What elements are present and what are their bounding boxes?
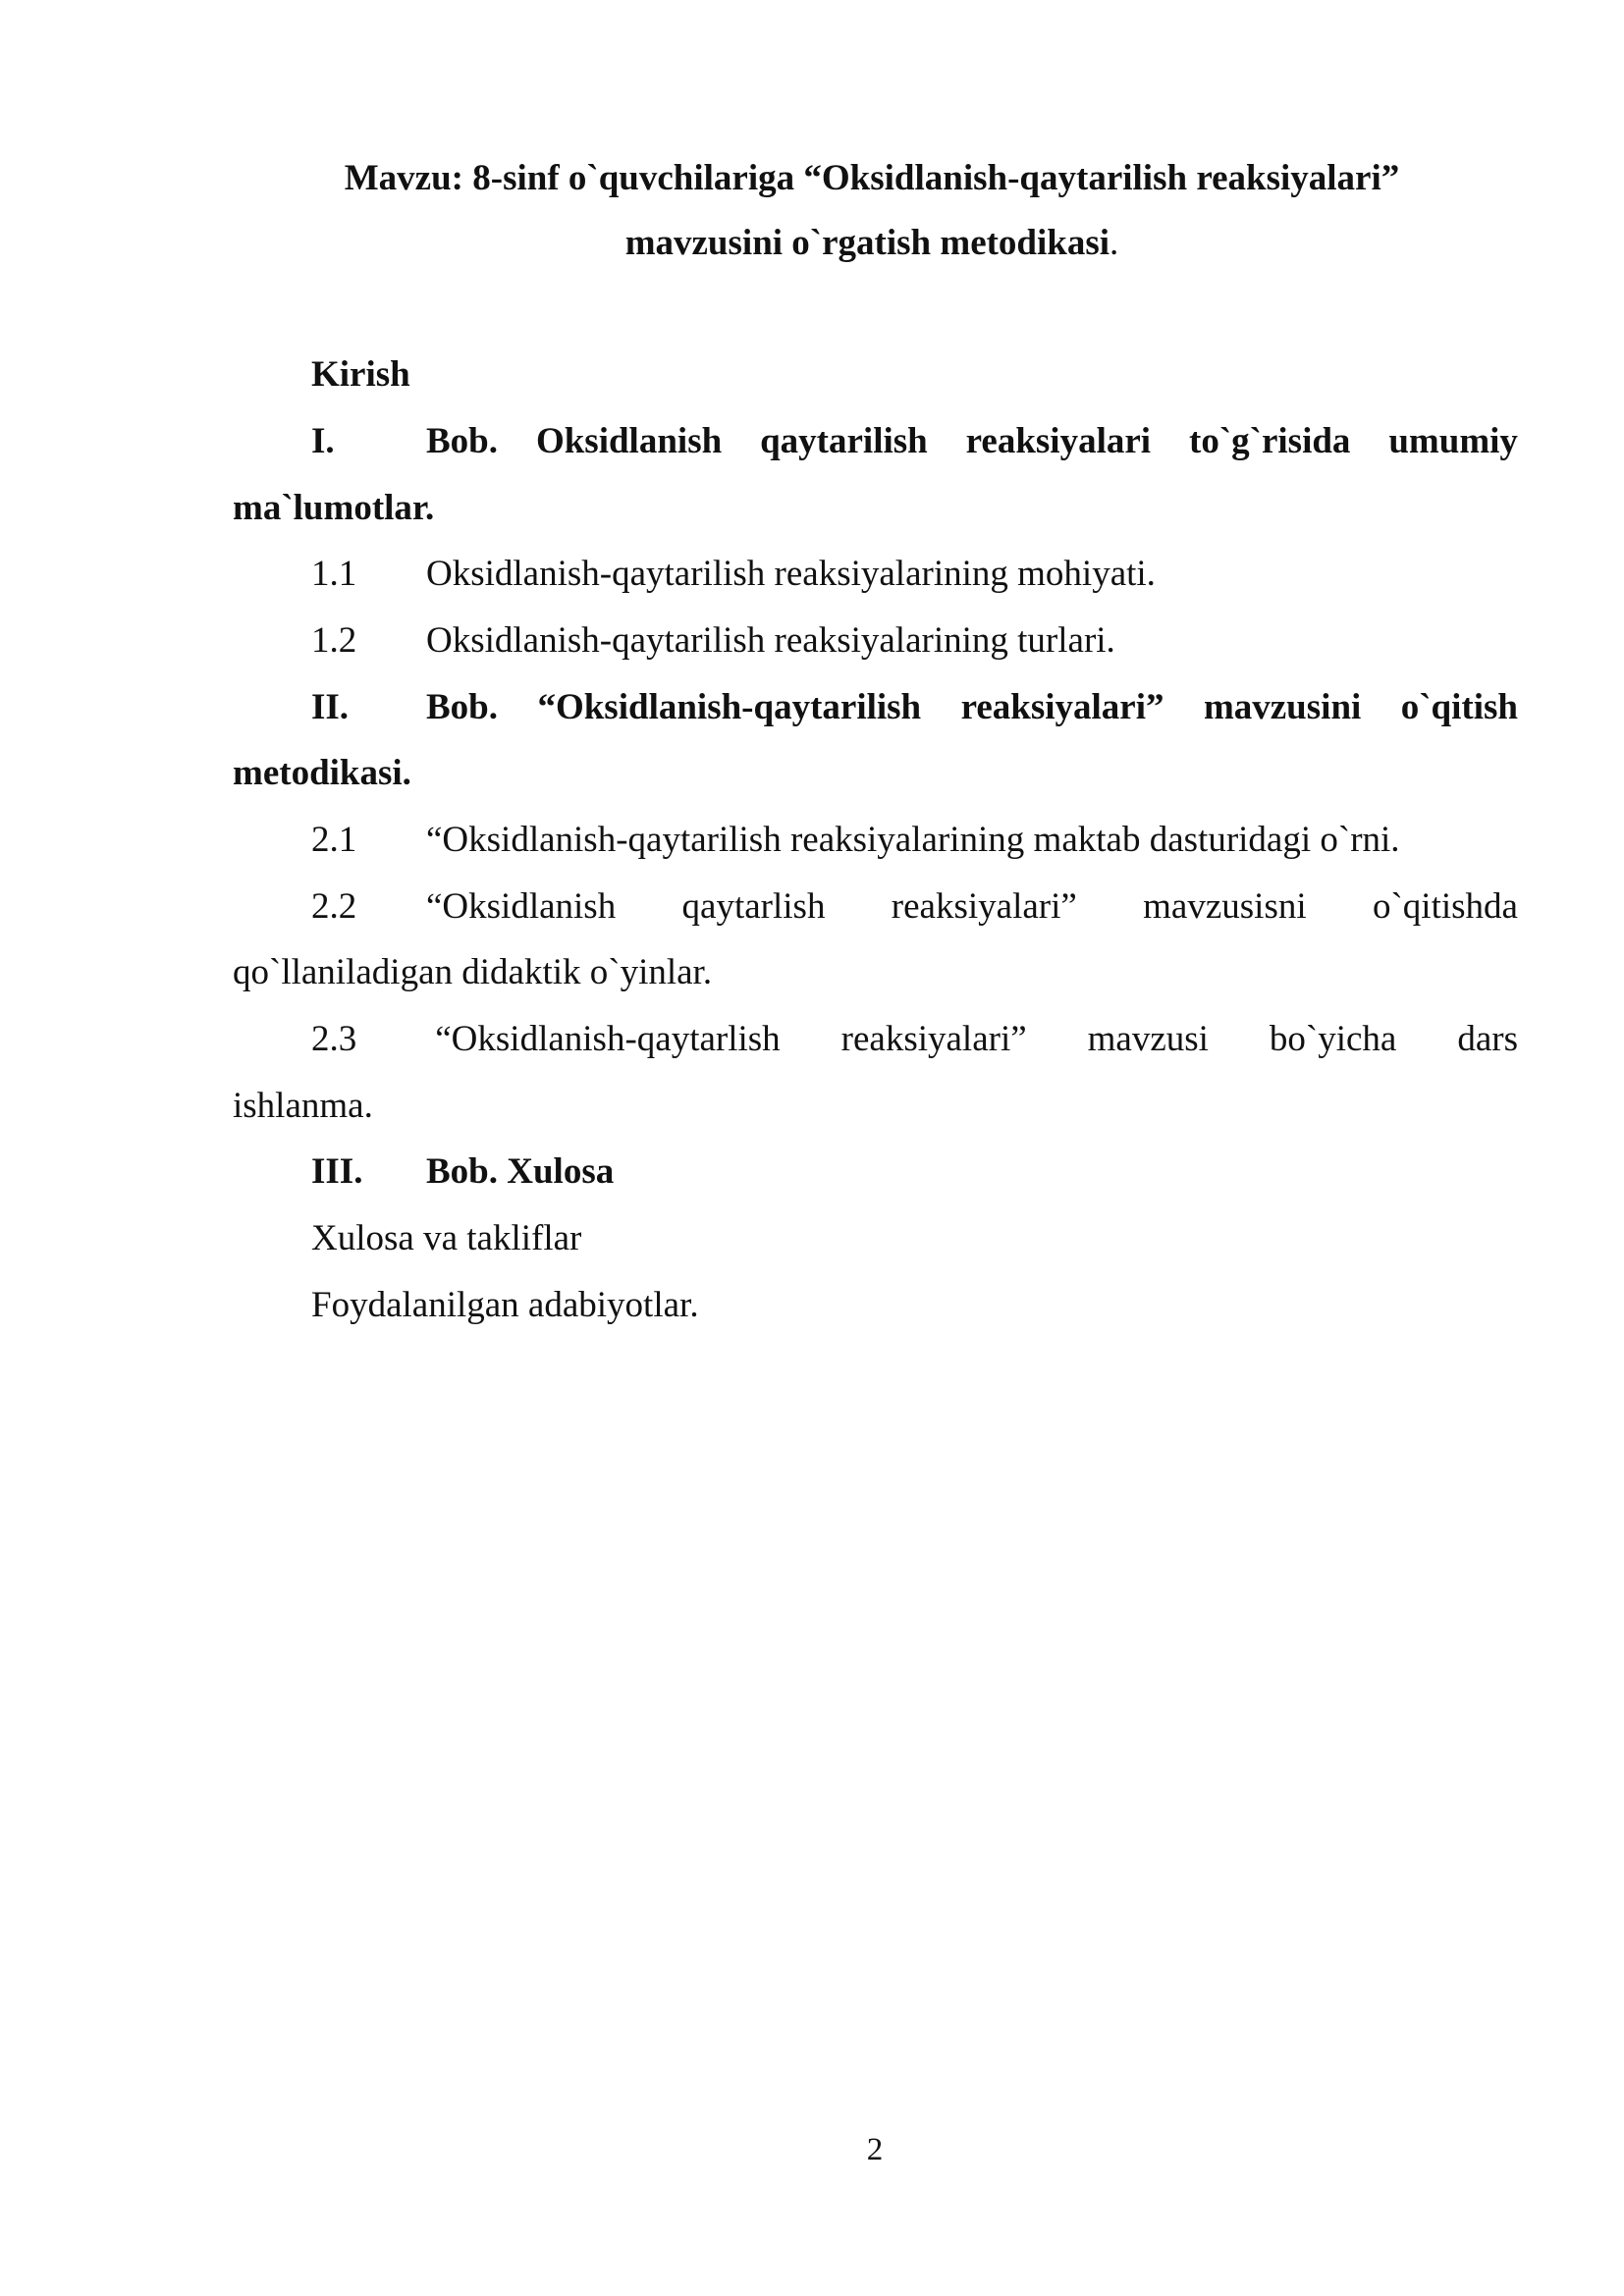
toc-s22-title-cont: qo`llaniladigan didaktik o`yinlar. — [233, 952, 713, 992]
toc-references: Foydalanilgan adabiyotlar. — [311, 1285, 699, 1325]
toc-intro: Kirish — [311, 354, 410, 395]
toc-s21-title: “Oksidlanish-qaytarilish reaksiyalarining maktab dasturidagi o`rni. — [426, 820, 1400, 860]
toc-s11-number: 1.1 — [311, 554, 357, 594]
toc-s22-word: qaytarlish — [681, 886, 826, 927]
toc-ch1-word: Oksidlanish — [535, 421, 723, 461]
toc-ch1-word: qaytarilish — [760, 421, 928, 461]
toc-s22-word: reaksiyalari” — [891, 886, 1077, 927]
toc-ch2-word: o`qitish — [1400, 687, 1518, 727]
toc-s23-number: 2.3 — [311, 1019, 357, 1059]
toc-ch2-word: “Oksidlanish-qaytarilish — [537, 687, 922, 727]
toc-s23-word: mavzusi — [1087, 1019, 1209, 1059]
toc-ch2-word: mavzusini — [1203, 687, 1362, 727]
toc-s12-number: 1.2 — [311, 620, 357, 661]
toc-ch1-word: Bob. — [426, 421, 499, 461]
title-line-2-text: mavzusini o`rgatish metodikasi — [624, 223, 1110, 263]
toc-ch1-number: I. — [311, 421, 335, 461]
toc-s23-word: reaksiyalari” — [840, 1019, 1027, 1059]
toc-ch2-number: II. — [311, 687, 350, 727]
title-line-2 — [234, 222, 1510, 265]
toc-s23-title — [426, 1018, 1518, 1061]
toc-s23-word: “Oksidlanish-qaytarlish — [426, 1019, 781, 1059]
toc-s12-title: Oksidlanish-qaytarilish reaksiyalarining turlari. — [426, 620, 1115, 661]
toc-conclusion: Xulosa va takliflar — [311, 1218, 582, 1258]
toc-s11-title: Oksidlanish-qaytarilish reaksiyalarining mohiyati. — [426, 554, 1156, 594]
toc-s22-word: mavzusisni — [1143, 886, 1307, 927]
title-line-1: Mavzu: 8-sinf o`quvchilariga “Oksidlanish-qaytarilish reaksiyalari” — [344, 158, 1400, 198]
toc-ch1-title-cont: ma`lumotlar. — [233, 488, 435, 528]
toc-s22-number: 2.2 — [311, 886, 357, 927]
toc-ch1-word: umumiy — [1388, 421, 1518, 461]
title-line-2-period: . — [1110, 223, 1119, 263]
toc-s23-word: bo`yicha — [1269, 1019, 1397, 1059]
toc-s23-word: dars — [1457, 1019, 1518, 1059]
toc-s21-number: 2.1 — [311, 820, 357, 860]
toc-ch2-word: Bob. — [426, 687, 499, 727]
toc-ch3-number: III. — [311, 1151, 363, 1192]
toc-ch1-word: to`g`risida — [1189, 421, 1351, 461]
toc-ch2-word: reaksiyalari” — [960, 687, 1164, 727]
toc-ch1-title — [426, 420, 1518, 463]
toc-s22-word: o`qitishda — [1372, 886, 1518, 927]
toc-ch2-title — [426, 686, 1518, 729]
toc-s23-title-cont: ishlanma. — [233, 1086, 373, 1126]
page-number: 2 — [866, 2132, 884, 2167]
toc-s22-word: “Oksidlanish — [426, 886, 617, 927]
toc-ch2-title-cont: metodikasi. — [233, 753, 411, 793]
toc-ch1-word: reaksiyalari — [965, 421, 1152, 461]
toc-ch3-title: Bob. Xulosa — [426, 1151, 615, 1192]
toc-s22-title — [426, 885, 1518, 929]
